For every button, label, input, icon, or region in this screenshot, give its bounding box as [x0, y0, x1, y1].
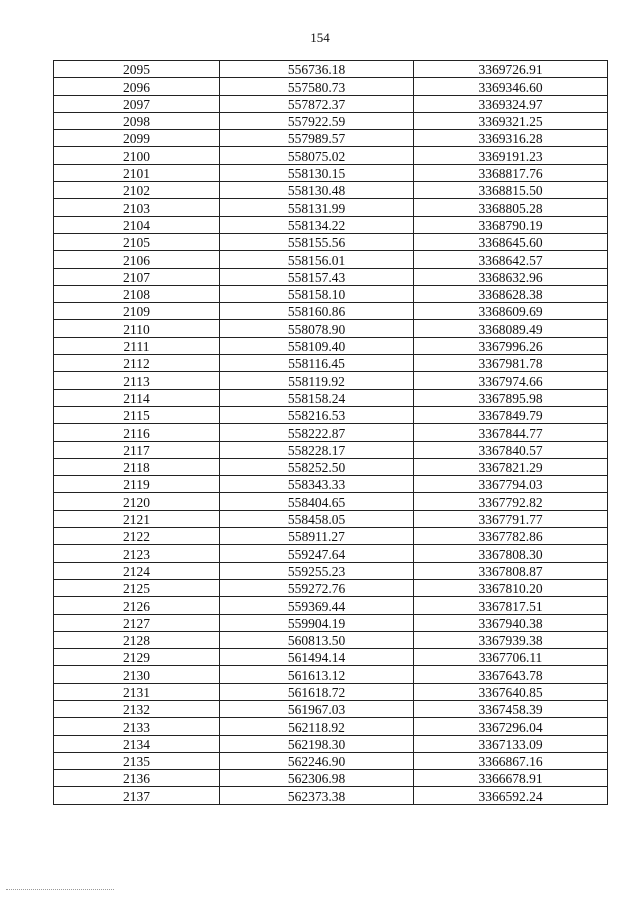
table-row — [54, 268, 608, 285]
y-coordinate-cell: 3367895.98 — [414, 389, 608, 406]
y-coordinate-cell: 3367849.79 — [414, 406, 608, 423]
table-row — [54, 112, 608, 129]
point-number-cell: 2096 — [54, 78, 220, 95]
table-row — [54, 216, 608, 233]
y-coordinate-cell: 3368805.28 — [414, 199, 608, 216]
y-coordinate-cell: 3367640.85 — [414, 683, 608, 700]
point-number-cell: 2097 — [54, 95, 220, 112]
point-number-cell: 2129 — [54, 649, 220, 666]
x-coordinate-cell: 558216.53 — [220, 406, 414, 423]
point-number-cell: 2116 — [54, 424, 220, 441]
table-row — [54, 372, 608, 389]
point-number-cell: 2106 — [54, 251, 220, 268]
y-coordinate-cell: 3368645.60 — [414, 233, 608, 250]
y-coordinate-cell: 3369324.97 — [414, 95, 608, 112]
coordinates-table-body — [54, 61, 608, 805]
x-coordinate-cell: 558158.24 — [220, 389, 414, 406]
point-number-cell: 2123 — [54, 545, 220, 562]
x-coordinate-cell: 562306.98 — [220, 770, 414, 787]
point-number-cell: 2135 — [54, 752, 220, 769]
y-coordinate-cell: 3367939.38 — [414, 631, 608, 648]
y-coordinate-cell: 3368815.50 — [414, 182, 608, 199]
table-row — [54, 337, 608, 354]
y-coordinate-cell: 3366678.91 — [414, 770, 608, 787]
y-coordinate-cell: 3368628.38 — [414, 285, 608, 302]
table-row — [54, 787, 608, 804]
point-number-cell: 2099 — [54, 130, 220, 147]
point-number-cell: 2105 — [54, 233, 220, 250]
table-row — [54, 233, 608, 250]
y-coordinate-cell: 3367296.04 — [414, 718, 608, 735]
table-row — [54, 441, 608, 458]
y-coordinate-cell: 3369191.23 — [414, 147, 608, 164]
x-coordinate-cell: 558131.99 — [220, 199, 414, 216]
y-coordinate-cell: 3367940.38 — [414, 614, 608, 631]
table-row — [54, 78, 608, 95]
table-row — [54, 649, 608, 666]
point-number-cell: 2122 — [54, 528, 220, 545]
x-coordinate-cell: 558343.33 — [220, 476, 414, 493]
point-number-cell: 2133 — [54, 718, 220, 735]
table-row — [54, 752, 608, 769]
x-coordinate-cell: 561613.12 — [220, 666, 414, 683]
table-row — [54, 700, 608, 717]
x-coordinate-cell: 561494.14 — [220, 649, 414, 666]
y-coordinate-cell: 3367974.66 — [414, 372, 608, 389]
table-row — [54, 458, 608, 475]
y-coordinate-cell: 3367808.30 — [414, 545, 608, 562]
y-coordinate-cell: 3367794.03 — [414, 476, 608, 493]
point-number-cell: 2131 — [54, 683, 220, 700]
x-coordinate-cell: 558157.43 — [220, 268, 414, 285]
x-coordinate-cell: 557989.57 — [220, 130, 414, 147]
y-coordinate-cell: 3367643.78 — [414, 666, 608, 683]
x-coordinate-cell: 559255.23 — [220, 562, 414, 579]
point-number-cell: 2134 — [54, 735, 220, 752]
x-coordinate-cell: 558075.02 — [220, 147, 414, 164]
point-number-cell: 2104 — [54, 216, 220, 233]
point-number-cell: 2095 — [54, 61, 220, 78]
x-coordinate-cell: 558228.17 — [220, 441, 414, 458]
point-number-cell: 2118 — [54, 458, 220, 475]
x-coordinate-cell: 557872.37 — [220, 95, 414, 112]
table-row — [54, 182, 608, 199]
table-row — [54, 389, 608, 406]
y-coordinate-cell: 3367458.39 — [414, 700, 608, 717]
y-coordinate-cell: 3367706.11 — [414, 649, 608, 666]
y-coordinate-cell: 3367817.51 — [414, 597, 608, 614]
y-coordinate-cell: 3367844.77 — [414, 424, 608, 441]
y-coordinate-cell: 3368089.49 — [414, 320, 608, 337]
y-coordinate-cell: 3367133.09 — [414, 735, 608, 752]
point-number-cell: 2112 — [54, 355, 220, 372]
table-row — [54, 199, 608, 216]
point-number-cell: 2098 — [54, 112, 220, 129]
table-row — [54, 355, 608, 372]
x-coordinate-cell: 559247.64 — [220, 545, 414, 562]
x-coordinate-cell: 561967.03 — [220, 700, 414, 717]
y-coordinate-cell: 3368817.76 — [414, 164, 608, 181]
x-coordinate-cell: 558109.40 — [220, 337, 414, 354]
x-coordinate-cell: 558155.56 — [220, 233, 414, 250]
y-coordinate-cell: 3368642.57 — [414, 251, 608, 268]
x-coordinate-cell: 558252.50 — [220, 458, 414, 475]
x-coordinate-cell: 556736.18 — [220, 61, 414, 78]
x-coordinate-cell: 560813.50 — [220, 631, 414, 648]
y-coordinate-cell: 3367792.82 — [414, 493, 608, 510]
y-coordinate-cell: 3367791.77 — [414, 510, 608, 527]
table-row — [54, 770, 608, 787]
table-row — [54, 718, 608, 735]
table-row — [54, 579, 608, 596]
x-coordinate-cell: 558078.90 — [220, 320, 414, 337]
page-number: 154 — [310, 30, 330, 45]
x-coordinate-cell: 558222.87 — [220, 424, 414, 441]
table-row — [54, 95, 608, 112]
x-coordinate-cell: 562246.90 — [220, 752, 414, 769]
point-number-cell: 2111 — [54, 337, 220, 354]
footer-dotted-line — [6, 889, 114, 890]
x-coordinate-cell: 557922.59 — [220, 112, 414, 129]
x-coordinate-cell: 558160.86 — [220, 303, 414, 320]
point-number-cell: 2110 — [54, 320, 220, 337]
point-number-cell: 2124 — [54, 562, 220, 579]
point-number-cell: 2108 — [54, 285, 220, 302]
y-coordinate-cell: 3367840.57 — [414, 441, 608, 458]
point-number-cell: 2113 — [54, 372, 220, 389]
x-coordinate-cell: 559904.19 — [220, 614, 414, 631]
table-row — [54, 666, 608, 683]
y-coordinate-cell: 3369321.25 — [414, 112, 608, 129]
point-number-cell: 2119 — [54, 476, 220, 493]
y-coordinate-cell: 3367821.29 — [414, 458, 608, 475]
point-number-cell: 2100 — [54, 147, 220, 164]
y-coordinate-cell: 3367981.78 — [414, 355, 608, 372]
y-coordinate-cell: 3367996.26 — [414, 337, 608, 354]
y-coordinate-cell: 3369726.91 — [414, 61, 608, 78]
x-coordinate-cell: 557580.73 — [220, 78, 414, 95]
table-row — [54, 545, 608, 562]
table-row — [54, 406, 608, 423]
x-coordinate-cell: 562198.30 — [220, 735, 414, 752]
y-coordinate-cell: 3369346.60 — [414, 78, 608, 95]
table-row — [54, 631, 608, 648]
x-coordinate-cell: 558911.27 — [220, 528, 414, 545]
table-row — [54, 320, 608, 337]
point-number-cell: 2137 — [54, 787, 220, 804]
point-number-cell: 2121 — [54, 510, 220, 527]
table-row — [54, 510, 608, 527]
table-row — [54, 597, 608, 614]
x-coordinate-cell: 561618.72 — [220, 683, 414, 700]
x-coordinate-cell: 559272.76 — [220, 579, 414, 596]
table-row — [54, 735, 608, 752]
table-row — [54, 683, 608, 700]
point-number-cell: 2128 — [54, 631, 220, 648]
point-number-cell: 2127 — [54, 614, 220, 631]
table-row — [54, 285, 608, 302]
point-number-cell: 2120 — [54, 493, 220, 510]
point-number-cell: 2107 — [54, 268, 220, 285]
x-coordinate-cell: 558134.22 — [220, 216, 414, 233]
point-number-cell: 2126 — [54, 597, 220, 614]
point-number-cell: 2125 — [54, 579, 220, 596]
point-number-cell: 2101 — [54, 164, 220, 181]
table-row — [54, 476, 608, 493]
x-coordinate-cell: 558119.92 — [220, 372, 414, 389]
x-coordinate-cell: 562118.92 — [220, 718, 414, 735]
point-number-cell: 2117 — [54, 441, 220, 458]
table-row — [54, 130, 608, 147]
table-row — [54, 493, 608, 510]
point-number-cell: 2103 — [54, 199, 220, 216]
table-row — [54, 164, 608, 181]
y-coordinate-cell: 3367808.87 — [414, 562, 608, 579]
point-number-cell: 2130 — [54, 666, 220, 683]
y-coordinate-cell: 3369316.28 — [414, 130, 608, 147]
y-coordinate-cell: 3367810.20 — [414, 579, 608, 596]
y-coordinate-cell: 3368632.96 — [414, 268, 608, 285]
table-row — [54, 614, 608, 631]
table-row — [54, 562, 608, 579]
point-number-cell: 2136 — [54, 770, 220, 787]
point-number-cell: 2132 — [54, 700, 220, 717]
point-number-cell: 2114 — [54, 389, 220, 406]
table-row — [54, 61, 608, 78]
y-coordinate-cell: 3367782.86 — [414, 528, 608, 545]
x-coordinate-cell: 558156.01 — [220, 251, 414, 268]
point-number-cell: 2102 — [54, 182, 220, 199]
y-coordinate-cell: 3368609.69 — [414, 303, 608, 320]
x-coordinate-cell: 558130.48 — [220, 182, 414, 199]
x-coordinate-cell: 558116.45 — [220, 355, 414, 372]
point-number-cell: 2115 — [54, 406, 220, 423]
y-coordinate-cell: 3366592.24 — [414, 787, 608, 804]
x-coordinate-cell: 558458.05 — [220, 510, 414, 527]
x-coordinate-cell: 562373.38 — [220, 787, 414, 804]
table-row — [54, 147, 608, 164]
point-number-cell: 2109 — [54, 303, 220, 320]
x-coordinate-cell: 558130.15 — [220, 164, 414, 181]
table-row — [54, 303, 608, 320]
x-coordinate-cell: 558404.65 — [220, 493, 414, 510]
coordinates-table — [53, 60, 608, 805]
y-coordinate-cell: 3368790.19 — [414, 216, 608, 233]
y-coordinate-cell: 3366867.16 — [414, 752, 608, 769]
table-row — [54, 528, 608, 545]
table-row — [54, 251, 608, 268]
x-coordinate-cell: 558158.10 — [220, 285, 414, 302]
table-row — [54, 424, 608, 441]
x-coordinate-cell: 559369.44 — [220, 597, 414, 614]
